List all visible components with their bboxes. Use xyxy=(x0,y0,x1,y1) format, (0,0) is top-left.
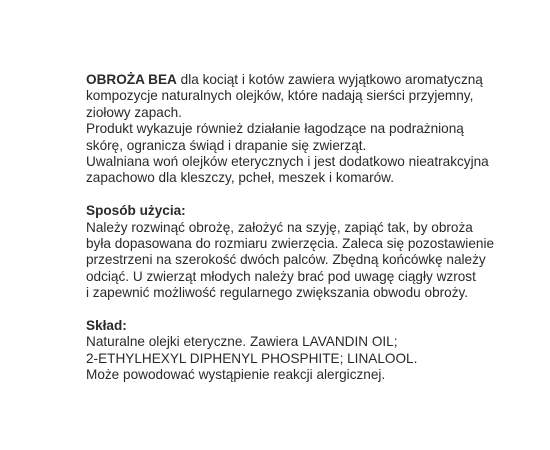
usage-line: odciąć. U zwierząt młodych należy brać pod uwagę ciągły wzrost xyxy=(86,268,476,284)
product-name: OBROŻA BEA xyxy=(86,72,177,87)
usage-line: Należy rozwinąć obrożę, założyć na szyję, zapiąć tak, by obroża xyxy=(86,219,473,235)
composition-heading: Skład: xyxy=(86,318,127,334)
composition-line: Naturalne olejki eteryczne. Zawiera LAVANDIN OIL; xyxy=(86,334,398,350)
composition-section xyxy=(86,318,526,384)
intro-line-1-text: dla kociąt i kotów zawiera wyjątkowo aromatyczną xyxy=(176,72,483,87)
usage-line: przestrzeni na szerokość dwóch palców. Zbędną końcówkę należy xyxy=(86,252,486,268)
usage-line: była dopasowana do rozmiaru zwierzęcia. Zaleca się pozostawienie xyxy=(86,236,495,252)
intro-line-3: ziołowy zapach. xyxy=(86,104,182,120)
product-leaflet xyxy=(86,72,526,384)
intro-line-6: Uwalniana woń olejków eterycznych i jest dodatkowo nieatrakcyjna xyxy=(86,154,489,170)
usage-line: i zapewnić możliwość regularnego zwiększania obwodu obroży. xyxy=(86,285,469,301)
usage-section xyxy=(86,203,526,301)
intro-line-4: Produkt wykazuje również działanie łagodzące na podrażnioną xyxy=(86,121,464,137)
section-spacer xyxy=(86,187,526,203)
intro-line-2: kompozycje naturalnych olejków, które nadają sierści przyjemny, xyxy=(86,88,474,104)
section-spacer xyxy=(86,302,526,318)
intro-line-5: skórę, ogranicza świąd i drapanie się zwierząt. xyxy=(86,137,367,153)
composition-line: 2-ETHYLHEXYL DIPHENYL PHOSPHITE; LINALOOL. xyxy=(86,350,418,366)
intro-line-7: zapachowo dla kleszczy, pcheł, meszek i komarów. xyxy=(86,170,395,186)
composition-line: Może powodować wystąpienie reakcji alergicznej. xyxy=(86,367,386,383)
intro-line-1 xyxy=(86,72,526,88)
usage-heading: Sposób użycia: xyxy=(86,203,186,219)
intro-section xyxy=(86,72,526,187)
